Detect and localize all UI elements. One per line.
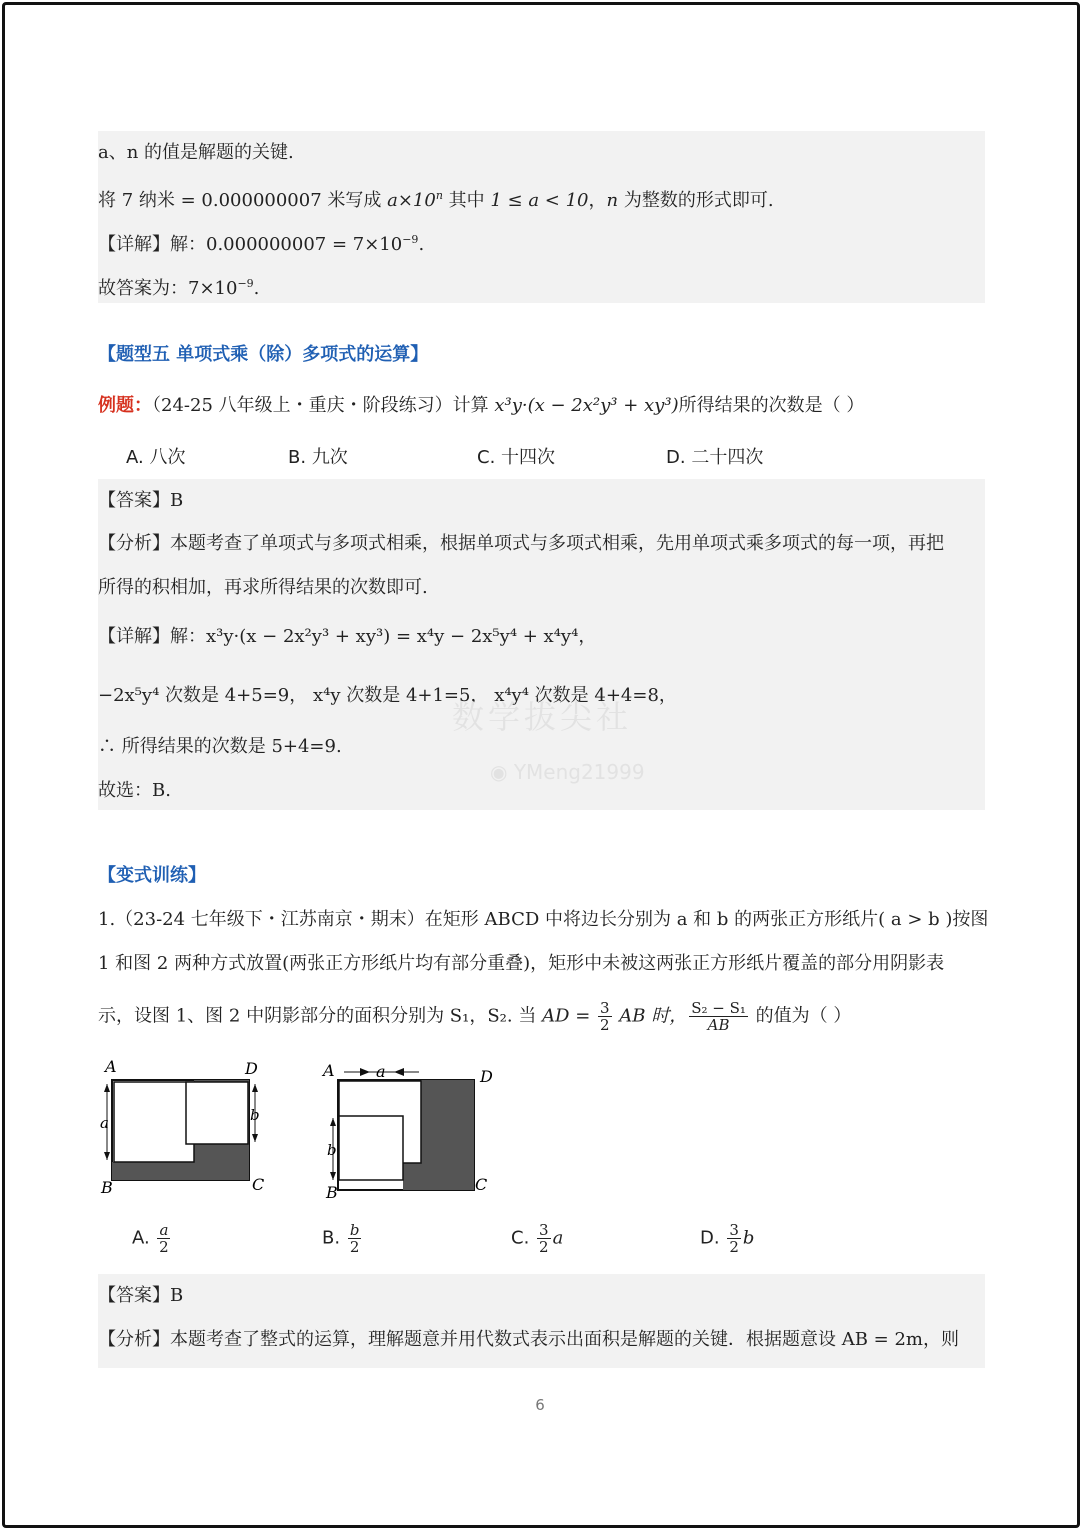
label-a: a [100,1114,109,1132]
choose-line: 故选：B. [98,780,171,801]
option-c: C. 十四次 [477,447,556,468]
option-d: D. 二十四次 [666,447,764,468]
option-b: B. $\frac{b}{2}$ [322,1221,360,1256]
label-A: A [105,1057,117,1076]
section-title: 【题型五 单项式乘（除）多项式的运算】 [98,344,429,365]
detail-line: 【详解】解：x³y·(x − 2x²y³ + xy³) = x⁴y − 2x⁵y⁴ + x⁴y⁴， [98,626,597,647]
label-B: B [326,1183,338,1201]
figure-2 [318,1056,508,1201]
option-d: D. $\frac{3}{2}$ b [700,1221,755,1256]
answer-line: 【答案】B [98,1285,184,1306]
label-D: D [245,1059,258,1078]
text-line: 【详解】解：$0.000000007 = 7\times 10^{-9}$. [98,233,425,255]
watermark-id: ◉ YMeng21999 [490,760,645,784]
figure-1 [95,1052,275,1197]
solution-box-3 [98,1274,985,1368]
label-a: a [376,1062,386,1081]
answer-line: 【答案】B [98,490,184,511]
option-a: A. $\frac{a}{2}$ [132,1221,169,1256]
label-A: A [323,1061,335,1080]
label-C: C [252,1175,265,1194]
text-line: a、n 的值是解题的关键. [98,142,294,163]
analysis-line: 【分析】本题考查了整式的运算，理解题意并用代数式表示出面积是解题的关键．根据题意设 AB = 2m，则 [98,1329,959,1350]
label-b: b [250,1106,260,1124]
option-a: A. 八次 [126,447,186,468]
analysis-line: 所得的积相加，再求所得结果的次数即可. [98,577,428,598]
text-line: 将 7 纳米 = 0.000000007 米写成 $a\times 10^n$ 其中 1 ≤ a < 10，n 为整数的形式即可. [98,189,774,211]
analysis-line: 【分析】本题考查了单项式与多项式相乘，根据单项式与多项式相乘，先用单项式乘多项式的每一项，再把 [98,533,944,554]
text-line: 故答案为：$7\times 10^{-9}$. [98,277,260,299]
label-C: C [475,1175,488,1194]
fraction: $\frac{3}{2}$ [600,999,610,1034]
question-line: 示，设图 1、图 2 中阴影部分的面积分别为 S₁，S₂. 当 AD = $\frac{3}{2}$ AB 时， $\frac{\text{S₂ − S₁}}{AB}$ 的值为（ ） [98,999,852,1034]
option-c: C. $\frac{3}{2}$ a [511,1221,564,1256]
fraction: $\frac{\text{S₂ − S₁}}{AB}$ [691,999,746,1034]
label-b: b [327,1141,337,1159]
question-line: 1 和图 2 两种方式放置(两张正方形纸片均有部分重叠)，矩形中未被这两张正方形纸片覆盖的部分用阴影表 [98,953,945,974]
wechat-icon: ◉ [490,760,514,784]
question-line: 1.（23-24 七年级下・江苏南京・期末）在矩形 ABCD 中将边长分别为 a 和 b 的两张正方形纸片( a > b )按图 [98,909,989,930]
example-question: 例题：（24-25 八年级上・重庆・阶段练习）计算 x³y·(x − 2x²y³ + xy³)所得结果的次数是（ ） [98,395,865,416]
page-number: 6 [535,1396,545,1414]
watermark-title: 数学拔尖社 [452,698,633,736]
degrees-line: −2x⁵y⁴ 次数是 4+5=9， x⁴y 次数是 4+1=5， x⁴y⁴ 次数是 4+4=8， [98,685,677,706]
option-b: B. 九次 [288,447,348,468]
variant-title: 【变式训练】 [98,865,206,886]
label-D: D [480,1067,493,1086]
conclusion-line: ∴ 所得结果的次数是 5+4=9. [98,736,342,757]
label-B: B [101,1178,113,1197]
